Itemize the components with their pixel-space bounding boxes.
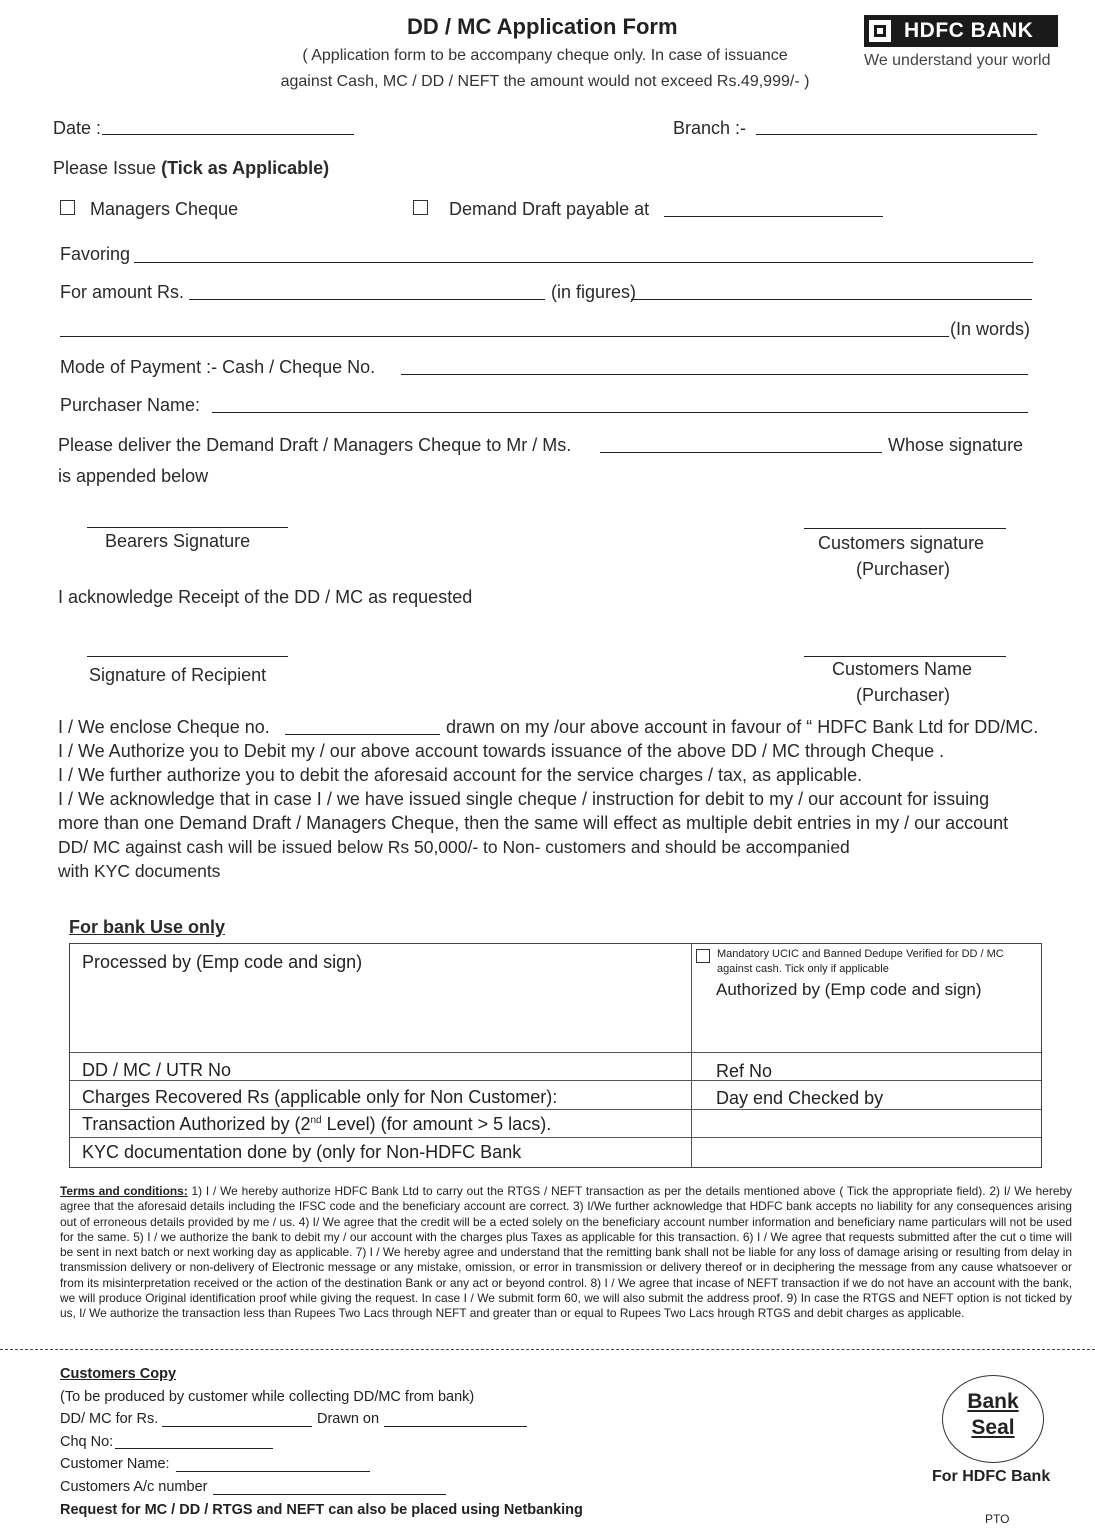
favoring-label: Favoring [60, 244, 131, 264]
mode-of-payment-label: Mode of Payment :- Cash / Cheque No. [60, 357, 376, 377]
hdfc-bank-logo [864, 15, 1058, 47]
pto-label: PTO [985, 1512, 1010, 1526]
hdfc-logo-icon [869, 20, 891, 42]
customer-name-field[interactable] [176, 1471, 370, 1472]
bank-use-heading: For bank Use only [69, 917, 226, 937]
terms-and-conditions [60, 1184, 1072, 1322]
customer-ac-label: Customers A/c number [60, 1479, 208, 1495]
appended-below-label: is appended below [58, 466, 209, 486]
form-subtitle-line-2: against Cash, MC / DD / NEFT the amount would not exceed Rs.49,999/- ) [280, 73, 810, 90]
single-cheque-text-1: I / We acknowledge that in case I / we have issued single cheque / instruction for debit to my / our account for issuing [58, 789, 990, 809]
chq-no-field[interactable] [115, 1448, 273, 1449]
customer-name-label: Customer Name: [60, 1456, 170, 1472]
drawn-on-label: Drawn on [317, 1411, 380, 1427]
date-field[interactable] [102, 134, 354, 135]
bank-table-divider [691, 944, 692, 1167]
authorized-by-label: Authorized by (Emp code and sign) [716, 980, 982, 999]
amount-figures-field[interactable] [631, 299, 1032, 300]
acknowledge-receipt-text: I acknowledge Receipt of the DD / MC as requested [58, 587, 473, 607]
recipient-signature-line[interactable] [87, 656, 288, 657]
amount-words-field[interactable] [60, 336, 949, 337]
deliver-to-label: Please deliver the Demand Draft / Managers Cheque to Mr / Ms. [58, 435, 572, 455]
cut-line [0, 1349, 1095, 1350]
please-issue-label [53, 158, 329, 179]
form-subtitle-line-1: ( Application form to be accompany cheque only. In case of issuance [302, 47, 788, 64]
customers-copy-note: (To be produced by customer while collecting DD/MC from bank) [60, 1389, 475, 1405]
day-end-checked-label: Day end Checked by [716, 1088, 884, 1108]
mandatory-ucic-text-1: Mandatory UCIC and Banned Dedupe Verified for DD / MC [717, 948, 1004, 960]
seal-text-2: Seal [971, 1416, 1015, 1439]
dd-mc-for-label: DD/ MC for Rs. [60, 1411, 159, 1427]
enclose-cheque-no-field[interactable] [285, 734, 440, 735]
dd-mc-for-field[interactable] [162, 1426, 312, 1427]
dd-mc-utr-label: DD / MC / UTR No [82, 1060, 232, 1080]
authorize-debit-text: I / We Authorize you to Debit my / our above account towards issuance of the above DD / MC through Cheque . [58, 741, 945, 761]
branch-field[interactable] [756, 134, 1037, 135]
single-cheque-text-2: more than one Demand Draft / Managers Cheque, then the same will effect as multiple debit entries in my / our account [58, 813, 1009, 833]
bearers-signature-label: Bearers Signature [105, 531, 251, 551]
bearers-signature-line[interactable] [87, 527, 288, 528]
purchaser-note-2: (Purchaser) [856, 685, 951, 705]
customer-ac-field[interactable] [213, 1494, 446, 1495]
charges-recovered-label: Charges Recovered Rs (applicable only for Non Customer): [82, 1087, 558, 1107]
mandatory-ucic-checkbox[interactable] [696, 949, 710, 963]
managers-cheque-checkbox[interactable] [60, 200, 75, 215]
mandatory-ucic-text-2: against cash. Tick only if applicable [717, 963, 889, 975]
enclose-cheque-a: I / We enclose Cheque no. [58, 717, 270, 737]
kyc-done-label: KYC documentation done by (only for Non-HDFC Bank [82, 1142, 522, 1162]
amount-field[interactable] [189, 299, 545, 300]
cheque-no-field[interactable] [401, 374, 1028, 375]
purchaser-name-field[interactable] [212, 412, 1028, 413]
enclose-cheque-b: drawn on my /our above account in favour of “ HDFC Bank Ltd for DD/MC. [446, 717, 1039, 737]
purchaser-note-1: (Purchaser) [856, 559, 951, 579]
txn-auth-text-b: Level) (for amount > 5 lacs). [321, 1114, 552, 1134]
customers-name-label: Customers Name [832, 659, 973, 679]
tagline: We understand your world [864, 52, 1051, 69]
whose-signature-label: Whose signature [888, 435, 1024, 455]
customers-signature-label: Customers signature [818, 533, 985, 553]
customers-signature-line[interactable] [804, 528, 1006, 529]
service-charges-text: I / We further authorize you to debit the aforesaid account for the service charges / tax, as applicable. [58, 765, 863, 785]
purchaser-name-label: Purchaser Name: [60, 395, 201, 415]
bank-use-table [69, 943, 1042, 1168]
recipient-signature-label: Signature of Recipient [89, 665, 267, 685]
please-issue-text: Please Issue [53, 158, 157, 178]
managers-cheque-label: Managers Cheque [90, 199, 239, 219]
bank-table-row-line-4 [70, 1137, 1041, 1138]
for-hdfc-bank-label: For HDFC Bank [932, 1468, 1051, 1485]
branch-label: Branch :- [673, 118, 747, 138]
seal-text-1: Bank [967, 1390, 1019, 1413]
cash-limit-text-1: DD/ MC against cash will be issued below Rs 50,000/- to Non- customers and should be accompanied [58, 837, 850, 857]
deliver-to-field[interactable] [600, 452, 882, 453]
form-title: DD / MC Application Form [407, 14, 678, 39]
txn-auth-text-a: Transaction Authorized by (2 [82, 1114, 311, 1134]
bank-seal [942, 1375, 1044, 1463]
customers-copy-heading: Customers Copy [60, 1366, 177, 1382]
demand-draft-label: Demand Draft payable at [449, 199, 650, 219]
date-label: Date : [53, 118, 102, 138]
drawn-on-field[interactable] [384, 1426, 527, 1427]
terms-heading: Terms and conditions: [60, 1184, 188, 1198]
txn-auth-sup: nd [310, 1115, 322, 1126]
in-figures-label: (in figures) [551, 282, 637, 302]
for-amount-label: For amount Rs. [60, 282, 185, 302]
transaction-authorized-label [82, 1114, 551, 1135]
ref-no-label: Ref No [716, 1061, 773, 1081]
netbanking-note: Request for MC / DD / RTGS and NEFT can also be placed using Netbanking [60, 1502, 583, 1518]
customers-name-line[interactable] [804, 656, 1006, 657]
tick-note: (Tick as Applicable) [161, 158, 330, 178]
cash-limit-text-2: with KYC documents [58, 861, 221, 881]
payable-at-field[interactable] [664, 216, 883, 217]
bank-table-row-line-3 [70, 1109, 1041, 1110]
processed-by-label: Processed by (Emp code and sign) [82, 952, 363, 972]
in-words-label: (In words) [950, 319, 1031, 339]
chq-no-label: Chq No: [60, 1434, 114, 1450]
logo-text: HDFC BANK [904, 19, 1034, 42]
demand-draft-checkbox[interactable] [413, 200, 428, 215]
favoring-field[interactable] [134, 262, 1033, 263]
bank-table-row-line-1 [70, 1052, 1041, 1053]
terms-text: 1) I / We hereby authorize HDFC Bank Ltd to carry out the RTGS / NEFT transaction as per the details mentioned above ( Tick the appropriate field). 2) I/ We hereby agree that the aforesaid details including the IFSC code and the beneficiary account are correct. 3) I/We further acknowledge that HDFC bank accepts no liability for any consequences arising out of erroneous details provided by me / us. 4) I/ We agree that the credit will be a ected solely on the beneficiary account number information and beneficiary name particulars will not be used for the same. 5) I / we authorize the bank to debit my / our account with the charges plus Taxes as applicable for this transaction. 6) I / We agree that requests submitted after the cut o time will be sent in next batch or next working day as applicable. 7) I / We hereby agree and understand that the remitting bank shall not be liable for any loss of damage arising or resulting from delay in transmission delivery or non-delivery of Electronic message or any mistake, omission, or error in transmission or delivery thereof or in deciphering the message from any cause whatsoever or from its misinterpretation received or the action of the destination Bank or any act or beyond control. 8) I / We agree that incase of NEFT transaction if we do not have an account with the bank, we will produce Original identification proof while giving the request. In case I / We submit form 60, we will also submit the address proof. 9) In case the RTGS and NEFT option is not ticked by us, I/ We authorize the transaction less than Rupees Two Lacs through NEFT and greater than or equal to Rupees Two Lacs hrough RTGS and debit charges as applicable. [60, 1184, 1072, 1321]
